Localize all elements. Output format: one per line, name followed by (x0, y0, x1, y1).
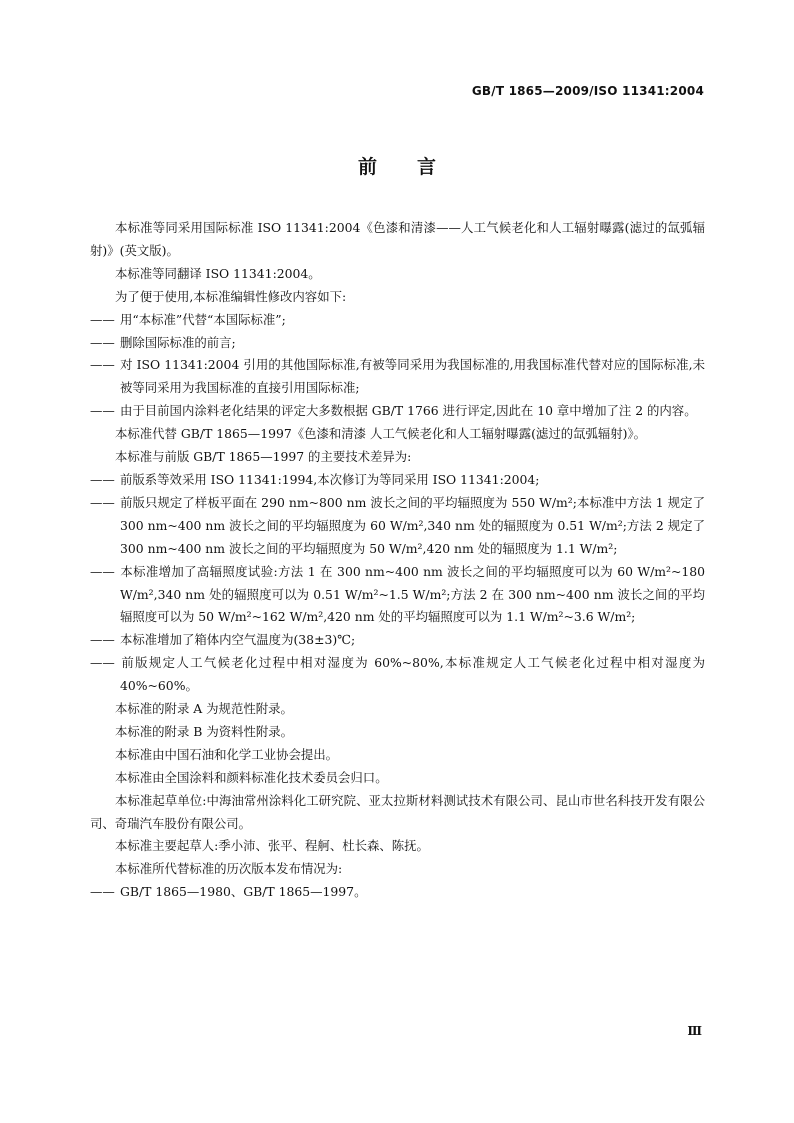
dash-item-text: 前版系等效采用 ISO 11341:1994,本次修订为等同采用 ISO 11341:2004; (120, 471, 540, 487)
foreword-body (90, 217, 705, 904)
dash-item (90, 492, 705, 561)
dash-item (90, 629, 705, 652)
paragraph: 本标准与前版 GB/T 1865—1997 的主要技术差异为: (115, 449, 412, 465)
paragraph: 本标准由中国石油和化学工业协会提出。 (115, 746, 339, 762)
paragraph: 本标准等同采用国际标准 ISO 11341:2004《色漆和清漆——人工气候老化和人工辐射曝露(滤过的氙弧辐射)》(英文版)。 (90, 220, 705, 258)
paragraph: 本标准代替 GB/T 1865—1997《色漆和清漆 人工气候老化和人工辐射曝露(滤过的氙弧辐射)》。 (115, 426, 647, 442)
page-number: Ⅲ (687, 1024, 702, 1038)
dash-item (90, 652, 705, 698)
paragraph: 本标准所代替标准的历次版本发布情况为: (115, 861, 343, 877)
dash-mark: —— (90, 494, 115, 510)
dash-item-text: 前版规定人工气候老化过程中相对湿度为 60%~80%,本标准规定人工气候老化过程中相对湿度为 40%~60%。 (120, 655, 705, 694)
dash-item-text: 本标准增加了箱体内空气温度为(38±3)℃; (120, 632, 356, 648)
dash-item-text: GB/T 1865—1980、GB/T 1865—1997。 (120, 884, 367, 900)
paragraph: 为了便于使用,本标准编辑性修改内容如下: (115, 288, 347, 304)
dash-mark: —— (90, 632, 115, 648)
page-title: 前言 (357, 156, 476, 178)
paragraph: 本标准主要起草人:季小沛、张平、程舸、杜长森、陈抚。 (115, 838, 429, 854)
dash-mark: —— (90, 884, 115, 900)
dash-item (90, 881, 705, 904)
dash-item-text: 删除国际标准的前言; (120, 334, 236, 350)
dash-mark: —— (90, 403, 115, 419)
paragraph: 本标准等同翻译 ISO 11341:2004。 (115, 265, 321, 281)
standard-number-header: GB/T 1865—2009/ISO 11341:2004 (471, 84, 704, 98)
paragraph: 本标准的附录 B 为资料性附录。 (115, 723, 294, 739)
dash-item (90, 354, 705, 400)
dash-item-text: 前版只规定了样板平面在 290 nm~800 nm 波长之间的平均辐照度为 550 W/m²;本标准中方法 1 规定了 300 nm~400 nm 波长之间的平均辐照度为 60 W/m²,340 nm 处的辐照度为 0.51 W/m²;方法 2 规定了 300 nm~400 nm 波长之间的平均辐照度为 50 W/m²,420 nm 处的辐照度为 1.1 W/m²; (120, 494, 705, 556)
dash-item (90, 561, 705, 630)
dash-mark: —— (90, 357, 115, 373)
dash-mark: —— (90, 563, 115, 579)
dash-item-text: 由于目前国内涂料老化结果的评定大多数根据 GB/T 1766 进行评定,因此在 10 章中增加了注 2 的内容。 (120, 403, 697, 419)
dash-mark: —— (90, 311, 115, 327)
dash-mark: —— (90, 471, 115, 487)
dash-item-text: 对 ISO 11341:2004 引用的其他国际标准,有被等同采用为我国标准的,用我国标准代替对应的国际标准,未被等同采用为我国标准的直接引用国际标准; (120, 357, 705, 396)
dash-item (90, 400, 705, 423)
dash-item (90, 309, 705, 332)
dash-item-text: 本标准增加了高辐照度试验:方法 1 在 300 nm~400 nm 波长之间的平均辐照度可以为 60 W/m²~180 W/m²,340 nm 处的辐照度可以为 0.51 W/m²~1.5 W/m²;方法 2 在 300 nm~400 nm 波长之间的平均辐照度可以为 50 W/m²~162 W/m²,420 nm 处的平均辐照度可以为 1.1 W/m²~3.6 W/m²; (120, 563, 705, 625)
paragraph: 本标准起草单位:中海油常州涂料化工研究院、亚太拉斯材料测试技术有限公司、昆山市世名科技开发有限公司、奇瑞汽车股份有限公司。 (90, 792, 705, 831)
dash-item (90, 332, 705, 355)
dash-item-text: 用“本标准”代替“本国际标准”; (120, 311, 286, 327)
paragraph: 本标准由全国涂料和颜料标准化技术委员会归口。 (115, 769, 388, 785)
dash-mark: —— (90, 655, 115, 671)
dash-item (90, 469, 705, 492)
paragraph: 本标准的附录 A 为规范性附录。 (115, 701, 293, 717)
dash-mark: —— (90, 334, 115, 350)
